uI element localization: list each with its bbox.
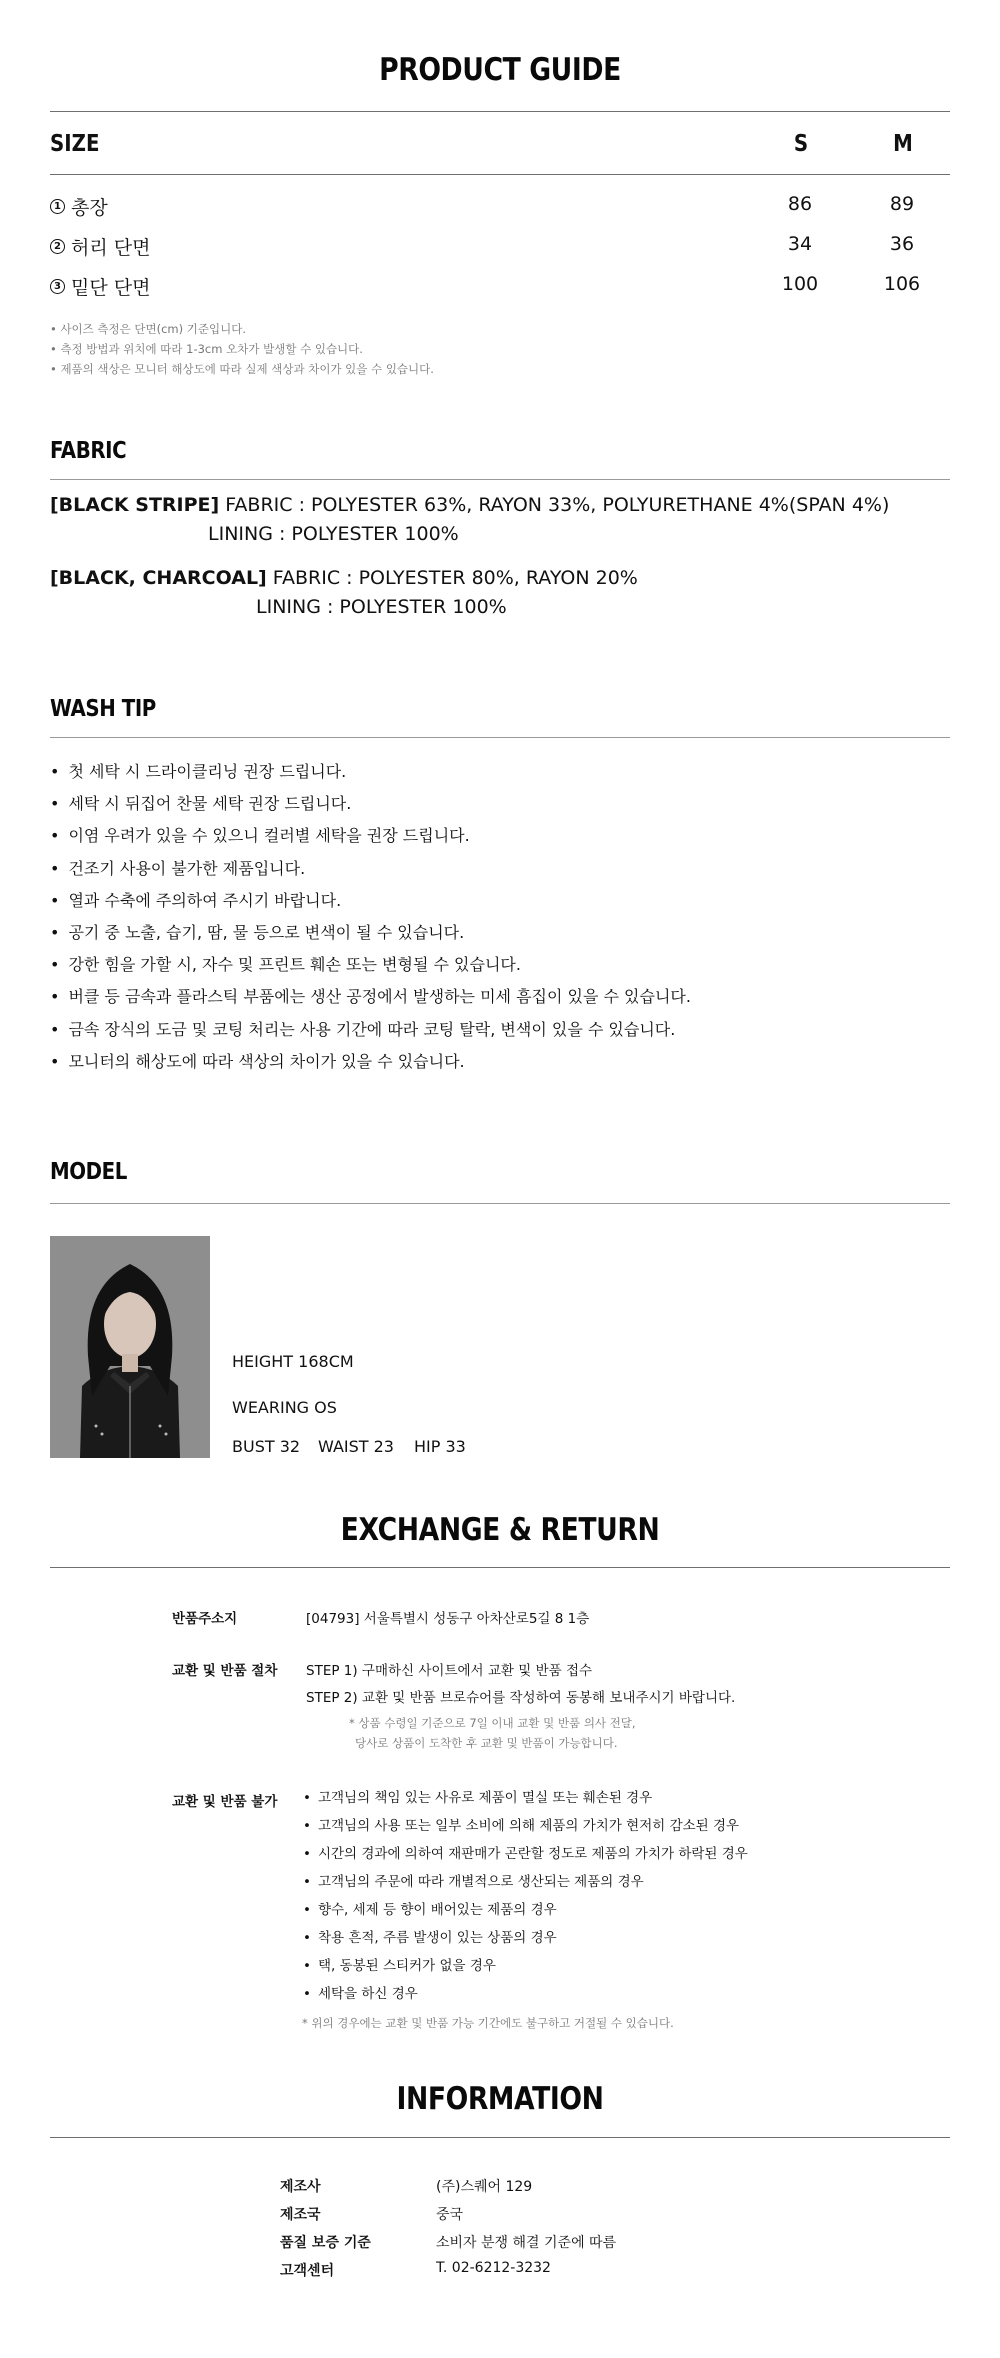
list-item: • 첫 세탁 시 드라이클리닝 권장 드립니다. — [50, 756, 691, 788]
size-note: • 제품의 색상은 모니터 해상도에 따라 실제 색상과 차이가 있을 수 있습니다. — [50, 362, 434, 376]
model-height: HEIGHT 168CM — [232, 1352, 354, 1371]
exchange-title: EXCHANGE & RETURN — [340, 1512, 660, 1548]
circled-number: 1 — [50, 199, 65, 214]
fabric-lining: LINING : POLYESTER 100% — [256, 596, 507, 618]
model-title: MODEL — [50, 1159, 127, 1185]
size-row — [50, 193, 950, 223]
list-item: • 건조기 사용이 불가한 제품입니다. — [50, 853, 691, 885]
information-title: INFORMATION — [396, 2081, 604, 2117]
list-item: • 공기 중 노출, 습기, 땀, 물 등으로 변색이 될 수 있습니다. — [50, 917, 691, 949]
procedure-label: 교환 및 반품 절차 — [172, 1663, 278, 1679]
list-item: • 세탁을 하신 경우 — [303, 1980, 748, 2008]
size-row-label: 밑단 단면 — [71, 277, 151, 299]
size-header: SIZE — [50, 131, 100, 157]
info-value: 소비자 분쟁 해결 기준에 따름 — [436, 2235, 617, 2251]
size-row — [50, 233, 950, 263]
procedure-note: 당사로 상품이 도착한 후 교환 및 반품이 가능합니다. — [355, 1736, 618, 1750]
list-item: • 고객님의 사용 또는 일부 소비에 의해 제품의 가치가 현저히 감소된 경우 — [303, 1812, 748, 1840]
divider — [50, 111, 950, 112]
return-address: [04793] 서울특별시 성동구 아차산로5길 8 1층 — [306, 1611, 590, 1627]
model-photo — [50, 1236, 210, 1458]
address-label: 반품주소지 — [172, 1611, 238, 1627]
divider — [50, 737, 950, 738]
divider — [50, 1567, 950, 1568]
fabric-lining: LINING : POLYESTER 100% — [208, 523, 459, 545]
size-value-s: 86 — [787, 193, 813, 215]
procedure-note: * 상품 수령일 기준으로 7일 이내 교환 및 반품 의사 전달, — [349, 1716, 636, 1730]
size-row — [50, 273, 950, 303]
list-item: • 열과 수축에 주의하여 주시기 바랍니다. — [50, 885, 691, 917]
fabric-composition: FABRIC : POLYESTER 80%, RAYON 20% — [272, 567, 638, 589]
info-label: 제조사 — [280, 2179, 321, 2195]
size-column-m: M — [893, 131, 913, 157]
info-value: T. 02-6212-3232 — [436, 2260, 551, 2276]
procedure-step: STEP 1) 구매하신 사이트에서 교환 및 반품 접수 — [306, 1663, 593, 1679]
fabric-color: [BLACK, CHARCOAL] — [50, 567, 267, 589]
divider — [50, 1203, 950, 1204]
list-item: • 시간의 경과에 의하여 재판매가 곤란할 정도로 제품의 가치가 하락된 경우 — [303, 1840, 748, 1868]
divider — [50, 174, 950, 175]
divider — [50, 479, 950, 480]
circled-number: 2 — [50, 239, 65, 254]
unavailable-label: 교환 및 반품 불가 — [172, 1794, 278, 1810]
size-notes — [50, 319, 434, 379]
fabric-composition: FABRIC : POLYESTER 63%, RAYON 33%, POLYURETHANE 4%(SPAN 4%) — [225, 494, 890, 516]
list-item: • 강한 힘을 가할 시, 자수 및 프린트 훼손 또는 변형될 수 있습니다. — [50, 949, 691, 981]
list-item: • 모니터의 해상도에 따라 색상의 차이가 있을 수 있습니다. — [50, 1046, 691, 1078]
size-row-label: 총장 — [71, 197, 108, 219]
size-note: • 사이즈 측정은 단면(cm) 기준입니다. — [50, 322, 246, 336]
list-item: • 택, 동봉된 스티커가 없을 경우 — [303, 1952, 748, 1980]
fabric-title: FABRIC — [50, 438, 127, 464]
list-item: • 고객님의 책임 있는 사유로 제품이 멸실 또는 훼손된 경우 — [303, 1784, 748, 1812]
size-column-s: S — [793, 131, 809, 157]
model-hip: HIP 33 — [414, 1437, 466, 1456]
fabric-entry — [50, 567, 638, 589]
wash-tip-list — [50, 756, 691, 1078]
circled-number: 3 — [50, 279, 65, 294]
info-label: 고객센터 — [280, 2263, 335, 2279]
list-item: • 금속 장식의 도금 및 코팅 처리는 사용 기간에 따라 코팅 탈락, 변색이 있을 수 있습니다. — [50, 1014, 691, 1046]
model-waist: WAIST 23 — [318, 1437, 394, 1456]
info-value: (주)스퀘어 129 — [436, 2179, 533, 2195]
size-value-s: 100 — [781, 273, 819, 295]
list-item: • 향수, 세제 등 향이 배어있는 제품의 경우 — [303, 1896, 748, 1924]
size-value-m: 89 — [889, 193, 915, 215]
model-bust: BUST 32 — [232, 1437, 301, 1456]
procedure-step: STEP 2) 교환 및 반품 브로슈어를 작성하여 동봉해 보내주시기 바랍니다. — [306, 1690, 736, 1706]
fabric-color: [BLACK STRIPE] — [50, 494, 220, 516]
size-row-label: 허리 단면 — [71, 237, 151, 259]
list-item: • 세탁 시 뒤집어 찬물 세탁 권장 드립니다. — [50, 788, 691, 820]
list-item: • 이염 우려가 있을 수 있으니 컬러별 세탁을 권장 드립니다. — [50, 820, 691, 852]
product-guide-title: PRODUCT GUIDE — [379, 52, 621, 88]
size-value-m: 36 — [889, 233, 915, 255]
unavailable-note: * 위의 경우에는 교환 및 반품 가능 기간에도 불구하고 거절될 수 있습니다. — [302, 2016, 674, 2030]
size-note: • 측정 방법과 위치에 따라 1-3cm 오차가 발생할 수 있습니다. — [50, 342, 363, 356]
unavailable-list — [303, 1784, 748, 2008]
info-label: 품질 보증 기준 — [280, 2235, 371, 2251]
info-label: 제조국 — [280, 2207, 321, 2223]
list-item: • 착용 흔적, 주름 발생이 있는 상품의 경우 — [303, 1924, 748, 1952]
info-value: 중국 — [436, 2207, 464, 2223]
size-value-s: 34 — [787, 233, 813, 255]
model-wearing: WEARING OS — [232, 1398, 337, 1417]
list-item: • 고객님의 주문에 따라 개별적으로 생산되는 제품의 경우 — [303, 1868, 748, 1896]
size-value-m: 106 — [883, 273, 921, 295]
fabric-entry — [50, 494, 889, 516]
list-item: • 버클 등 금속과 플라스틱 부품에는 생산 공정에서 발생하는 미세 흠집이 있을 수 있습니다. — [50, 981, 691, 1013]
divider — [50, 2137, 950, 2138]
wash-tip-title: WASH TIP — [50, 696, 156, 722]
